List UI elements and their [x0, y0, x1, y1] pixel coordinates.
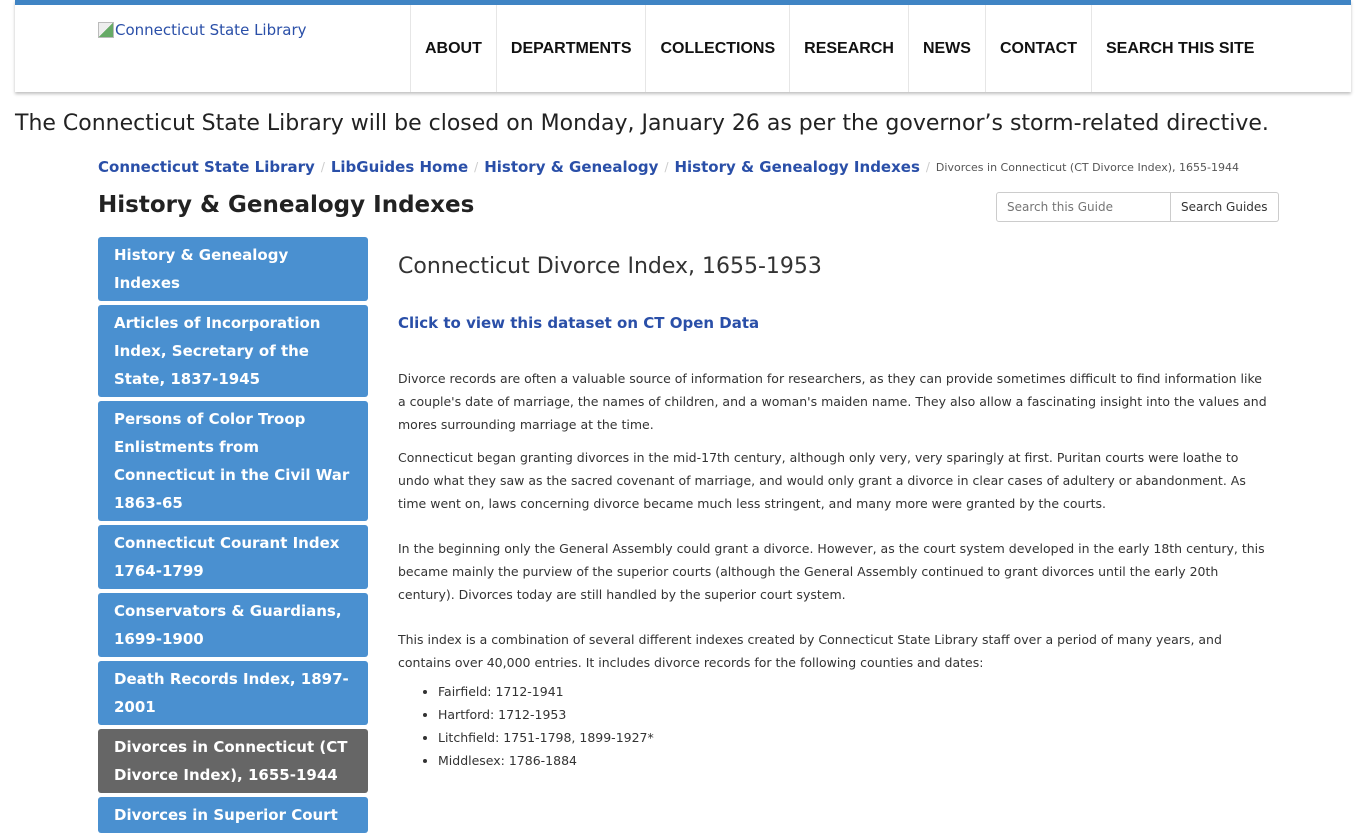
sidebar-nav: [98, 237, 368, 837]
breadcrumb: Connecticut State Library / LibGuides Home / History & Genealogy / History & Genealogy Indexes / Divorces in Connecticut (CT Divorce Index), 1655-1944: [98, 158, 1239, 176]
search-button[interactable]: Search Guides: [1171, 192, 1279, 222]
nav-collections[interactable]: COLLECTIONS: [645, 5, 789, 92]
list-item: • Litchfield: 1751-1798, 1899-1927*: [438, 726, 1268, 749]
paragraph: Connecticut began granting divorces in the mid-17th century, although only very, very sparingly at first. Puritan courts were loathe to undo what they saw as the sacred covenant of marriage, and would only grant a divorce in clear cases of adultery or abandonment. As time went on, laws concerning divorce became much less stringent, and many more were granted by the courts.: [398, 450, 1246, 511]
list-item: • Middlesex: 1786-1884: [438, 749, 1268, 772]
nav-contact[interactable]: CONTACT: [985, 5, 1091, 92]
nav-research[interactable]: RESEARCH: [789, 5, 908, 92]
paragraph: In the beginning only the General Assembly could grant a divorce. However, as the court system developed in the early 18th century, this became mainly the purview of the superior courts (although the General Assembly continued to grant divorces until the early 20th century). Divorces today are still handled by the superior court system.: [398, 541, 1265, 602]
sidebar-item[interactable]: Conservators & Guardians, 1699-1900: [98, 593, 368, 657]
paragraph: Divorce records are often a valuable source of information for researchers, as they can provide sometimes difficult to find information like a couple's date of marriage, the names of children, and a woman's maiden name. They also allow a fascinating insight into the values and mores surrounding marriage at the time.: [398, 371, 1267, 432]
sidebar-item-active[interactable]: Divorces in Connecticut (CT Divorce Index), 1655-1944: [98, 729, 368, 793]
nav-news[interactable]: NEWS: [908, 5, 985, 92]
breadcrumb-link[interactable]: History & Genealogy: [484, 158, 659, 176]
list-item: • Fairfield: 1712-1941: [438, 680, 1268, 703]
main-nav: [410, 5, 1268, 92]
sidebar-item[interactable]: Divorces in Superior Court: [98, 797, 368, 833]
guide-title: History & Genealogy Indexes: [98, 192, 475, 218]
guide-search: [996, 192, 1279, 222]
nav-departments[interactable]: DEPARTMENTS: [496, 5, 646, 92]
breadcrumb-current: Divorces in Connecticut (CT Divorce Index), 1655-1944: [935, 160, 1239, 174]
sidebar-item[interactable]: History & Genealogy Indexes: [98, 237, 368, 301]
paragraph: This index is a combination of several different indexes created by Connecticut State Library staff over a period of many years, and contains over 40,000 entries. It includes divorce records for the following counties and dates:: [398, 632, 1222, 670]
breadcrumb-link[interactable]: LibGuides Home: [330, 158, 469, 176]
dataset-link[interactable]: Click to view this dataset on CT Open Data: [398, 314, 760, 332]
logo-alt-text: Connecticut State Library: [115, 21, 307, 39]
breadcrumb-link[interactable]: Connecticut State Library: [98, 158, 315, 176]
list-item: • Hartford: 1712-1953: [438, 703, 1268, 726]
broken-image-icon: [98, 22, 114, 38]
nav-search-site[interactable]: SEARCH THIS SITE: [1091, 5, 1268, 92]
sidebar-item[interactable]: Persons of Color Troop Enlistments from Connecticut in the Civil War 1863-65: [98, 401, 368, 521]
content-title: Connecticut Divorce Index, 1655-1953: [398, 254, 822, 279]
main-content: [398, 255, 1268, 772]
sidebar-item[interactable]: Death Records Index, 1897-2001: [98, 661, 368, 725]
site-header: [15, 0, 1351, 92]
search-input[interactable]: [996, 192, 1171, 222]
sidebar-item[interactable]: Articles of Incorporation Index, Secretary of the State, 1837-1945: [98, 305, 368, 397]
breadcrumb-link[interactable]: History & Genealogy Indexes: [674, 158, 920, 176]
county-list: [438, 680, 1268, 772]
logo-link[interactable]: [98, 21, 307, 39]
sidebar-item[interactable]: Connecticut Courant Index 1764-1799: [98, 525, 368, 589]
nav-about[interactable]: ABOUT: [410, 5, 496, 92]
closure-alert: The Connecticut State Library will be closed on Monday, January 26 as per the governor’s storm-related directive.: [15, 111, 1269, 136]
